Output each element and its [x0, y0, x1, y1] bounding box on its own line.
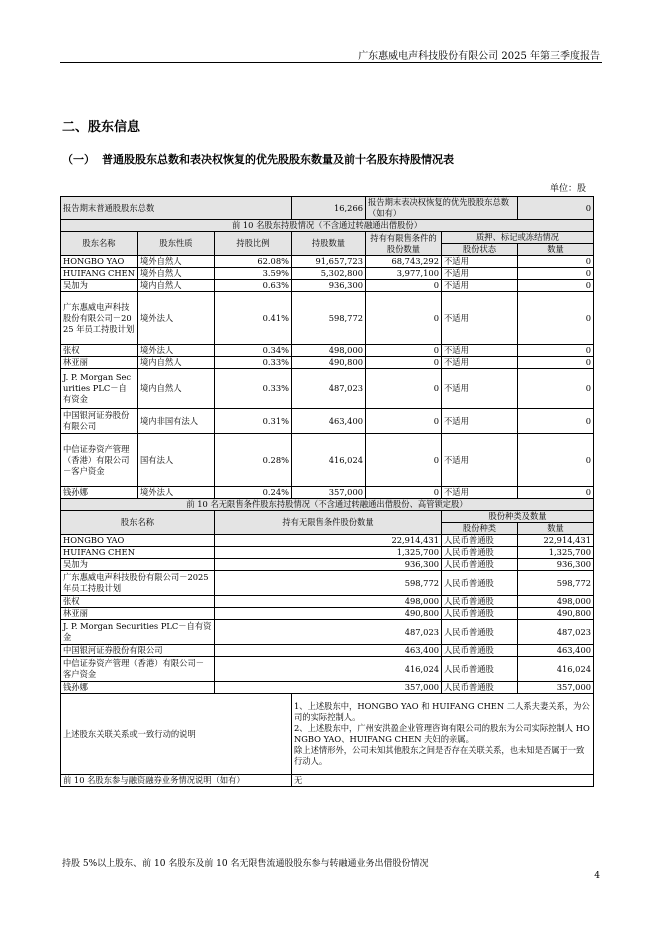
unrestricted-shareholder-name: 林亚丽: [61, 608, 215, 620]
shareholder-name: 张权: [61, 345, 138, 357]
holding-ratio: 62.08%: [215, 256, 292, 268]
unrestricted-col-header-name: 股东名称: [61, 511, 215, 535]
relations-notes: [292, 694, 594, 775]
shareholder-name: HUIFANG CHEN: [61, 268, 138, 280]
margin-value: 无: [292, 775, 594, 787]
share-type-quantity: 22,914,431: [518, 535, 594, 547]
holding-quantity: 487,023: [292, 369, 366, 409]
holding-ratio: 0.28%: [215, 434, 292, 487]
holding-ratio: 0.63%: [215, 280, 292, 292]
share-type-quantity: 487,023: [518, 620, 594, 645]
pledge-quantity: 0: [518, 292, 594, 345]
table-row: [61, 657, 594, 682]
total-shareholders-label: 报告期末普通股股东总数: [61, 197, 292, 220]
table-row: [61, 547, 594, 559]
share-type-quantity: 490,800: [518, 608, 594, 620]
page-number: 4: [594, 871, 600, 881]
share-type-quantity: 598,772: [518, 571, 594, 596]
unrestricted-quantity: 463,400: [215, 645, 442, 657]
restricted-quantity: 0: [366, 280, 442, 292]
shareholder-name: 吴加为: [61, 280, 138, 292]
footer-note: 持股 5%以上股东、前 10 名股东及前 10 名无限售流通股股东参与转融通业务出借股份情况: [62, 859, 429, 869]
unrestricted-shareholder-name: 中信证券资产管理（香港）有限公司－客户资金: [61, 657, 215, 682]
margin-row: [61, 775, 594, 787]
top10-title: 前 10 名股东持股情况（不含通过转融通出借股份）: [61, 220, 594, 232]
holding-ratio: 0.33%: [215, 357, 292, 369]
shareholder-name: 林亚丽: [61, 357, 138, 369]
unrestricted-header-row: [61, 511, 594, 523]
table-row: [61, 535, 594, 547]
restricted-quantity: 3,977,100: [366, 268, 442, 280]
pledge-status: 不适用: [442, 292, 518, 345]
pledge-status: 不适用: [442, 268, 518, 280]
unrestricted-quantity: 1,325,700: [215, 547, 442, 559]
table-row: [61, 559, 594, 571]
unrestricted-quantity: 490,800: [215, 608, 442, 620]
share-type: 人民币普通股: [442, 571, 518, 596]
shareholder-nature: 境内非国有法人: [138, 409, 215, 434]
restricted-quantity: 0: [366, 292, 442, 345]
shareholder-nature: 境内自然人: [138, 357, 215, 369]
share-type: 人民币普通股: [442, 620, 518, 645]
share-type-quantity: 1,325,700: [518, 547, 594, 559]
restricted-quantity: 68,743,292: [366, 256, 442, 268]
col-header-ratio: 持股比例: [215, 232, 292, 256]
top10-header-row: [61, 232, 594, 244]
unrestricted-shareholder-name: 张权: [61, 596, 215, 608]
share-type-quantity: 357,000: [518, 682, 594, 694]
holding-quantity: 598,772: [292, 292, 366, 345]
pledge-quantity: 0: [518, 487, 594, 499]
unrestricted-quantity: 598,772: [215, 571, 442, 596]
relations-note-3: 除上述情形外，公司未知其他股东之间是否存在关联关系，也未知是否属于一致行动人。: [294, 745, 585, 766]
shareholder-name: HONGBO YAO: [61, 256, 138, 268]
shareholder-table-body: [61, 197, 594, 787]
relations-note-1: 1、上述股东中，HONGBO YAO 和 HUIFANG CHEN 二人系夫妻关系，为公司的实际控制人。: [294, 701, 590, 722]
share-type: 人民币普通股: [442, 645, 518, 657]
unrestricted-shareholder-name: 吴加为: [61, 559, 215, 571]
share-type: 人民币普通股: [442, 547, 518, 559]
holding-ratio: 0.41%: [215, 292, 292, 345]
table-row: [61, 256, 594, 268]
shareholder-nature: 国有法人: [138, 434, 215, 487]
total-shareholders-value: 16,266: [292, 197, 366, 220]
table-row: [61, 280, 594, 292]
header-rule: [60, 62, 602, 63]
col-header-name: 股东名称: [61, 232, 138, 256]
table-row: [61, 434, 594, 487]
summary-row: [61, 197, 594, 220]
unrestricted-quantity: 936,300: [215, 559, 442, 571]
restricted-quantity: 0: [366, 369, 442, 409]
unrestricted-shareholder-name: HUIFANG CHEN: [61, 547, 215, 559]
unrestricted-shareholder-name: J. P. Morgan Securities PLC－自有资金: [61, 620, 215, 645]
holding-quantity: 463,400: [292, 409, 366, 434]
holding-quantity: 416,024: [292, 434, 366, 487]
shareholder-name: 中国银河证券股份有限公司: [61, 409, 138, 434]
unrestricted-title-row: [61, 499, 594, 511]
share-type-quantity: 498,000: [518, 596, 594, 608]
table-row: [61, 345, 594, 357]
shareholder-nature: 境内自然人: [138, 280, 215, 292]
shareholder-table: [60, 196, 594, 787]
table-row: [61, 596, 594, 608]
shareholder-name: 钱孙娜: [61, 487, 138, 499]
unrestricted-quantity: 357,000: [215, 682, 442, 694]
table-row: [61, 571, 594, 596]
restricted-quantity: 0: [366, 409, 442, 434]
table-row: [61, 682, 594, 694]
unit-label: 单位：股: [549, 184, 586, 194]
preferred-shareholders-label: 报告期末表决权恢复的优先股股东总数（如有）: [366, 197, 518, 220]
pledge-status: 不适用: [442, 357, 518, 369]
unrestricted-col-header-quantity: 持有无限售条件股份数量: [215, 511, 442, 535]
share-type: 人民币普通股: [442, 657, 518, 682]
relations-label: 上述股东关联关系或一致行动的说明: [61, 694, 292, 775]
share-type: 人民币普通股: [442, 559, 518, 571]
unrestricted-quantity: 498,000: [215, 596, 442, 608]
shareholder-nature: 境外法人: [138, 292, 215, 345]
holding-ratio: 0.34%: [215, 345, 292, 357]
pledge-quantity: 0: [518, 345, 594, 357]
relations-note-2: 2、上述股东中，广州安洪盈企业管理咨询有限公司的股东为公司实际控制人 HONGBO YAO、HUIFANG CHEN 夫妇的亲属。: [294, 723, 590, 744]
unrestricted-col-header-type: 股份种类: [442, 523, 518, 535]
shareholder-nature: 境内自然人: [138, 369, 215, 409]
holding-quantity: 91,657,723: [292, 256, 366, 268]
holding-quantity: 490,800: [292, 357, 366, 369]
table-row: [61, 645, 594, 657]
share-type: 人民币普通股: [442, 682, 518, 694]
unrestricted-quantity: 487,023: [215, 620, 442, 645]
unrestricted-shareholder-name: 钱孙娜: [61, 682, 215, 694]
shareholder-nature: 境外法人: [138, 487, 215, 499]
pledge-quantity: 0: [518, 280, 594, 292]
restricted-quantity: 0: [366, 357, 442, 369]
unrestricted-shareholder-name: HONGBO YAO: [61, 535, 215, 547]
holding-quantity: 5,302,800: [292, 268, 366, 280]
pledge-status: 不适用: [442, 345, 518, 357]
shareholder-name: 广东惠威电声科技股份有限公司－2025 年员工持股计划: [61, 292, 138, 345]
subsection-title: [62, 151, 454, 167]
share-type-quantity: 936,300: [518, 559, 594, 571]
unrestricted-col-header-type-quantity: 数量: [518, 523, 594, 535]
table-row: [61, 292, 594, 345]
restricted-quantity: 0: [366, 434, 442, 487]
relations-row: [61, 694, 594, 775]
restricted-quantity: 0: [366, 487, 442, 499]
pledge-quantity: 0: [518, 268, 594, 280]
unrestricted-quantity: 22,914,431: [215, 535, 442, 547]
holding-ratio: 0.31%: [215, 409, 292, 434]
shareholder-name: 中信证券资产管理（香港）有限公司－客户资金: [61, 434, 138, 487]
pledge-status: 不适用: [442, 256, 518, 268]
restricted-quantity: 0: [366, 345, 442, 357]
table-row: [61, 268, 594, 280]
share-type-quantity: 463,400: [518, 645, 594, 657]
share-type: 人民币普通股: [442, 535, 518, 547]
pledge-quantity: 0: [518, 369, 594, 409]
table-row: [61, 487, 594, 499]
table-row: [61, 357, 594, 369]
holding-ratio: 0.33%: [215, 369, 292, 409]
table-row: [61, 608, 594, 620]
margin-label: 前 10 名股东参与融资融券业务情况说明（如有）: [61, 775, 292, 787]
table-row: [61, 369, 594, 409]
col-header-nature: 股东性质: [138, 232, 215, 256]
page-header: 广东惠威电声科技股份有限公司 2025 年第三季度报告: [358, 51, 600, 62]
holding-quantity: 357,000: [292, 487, 366, 499]
share-type: 人民币普通股: [442, 596, 518, 608]
col-header-pledge-status: 股份状态: [442, 244, 518, 256]
pledge-status: 不适用: [442, 487, 518, 499]
shareholder-nature: 境外法人: [138, 345, 215, 357]
unrestricted-shareholder-name: 广东惠威电声科技股份有限公司－2025 年员工持股计划: [61, 571, 215, 596]
top10-title-row: [61, 220, 594, 232]
unrestricted-col-header-type-group: 股份种类及数量: [442, 511, 594, 523]
col-header-quantity: 持股数量: [292, 232, 366, 256]
holding-ratio: 0.24%: [215, 487, 292, 499]
col-header-restricted: 持有有限售条件的股份数量: [366, 232, 442, 256]
pledge-quantity: 0: [518, 409, 594, 434]
holding-quantity: 498,000: [292, 345, 366, 357]
holding-quantity: 936,300: [292, 280, 366, 292]
pledge-quantity: 0: [518, 357, 594, 369]
unrestricted-quantity: 416,024: [215, 657, 442, 682]
shareholder-name: J. P. Morgan Securities PLC－自有资金: [61, 369, 138, 409]
holding-ratio: 3.59%: [215, 268, 292, 280]
pledge-quantity: 0: [518, 256, 594, 268]
unrestricted-shareholder-name: 中国银河证券股份有限公司: [61, 645, 215, 657]
pledge-status: 不适用: [442, 434, 518, 487]
pledge-quantity: 0: [518, 434, 594, 487]
table-row: [61, 620, 594, 645]
share-type: 人民币普通股: [442, 608, 518, 620]
col-header-pledge-quantity: 数量: [518, 244, 594, 256]
pledge-status: 不适用: [442, 369, 518, 409]
shareholder-nature: 境外自然人: [138, 256, 215, 268]
section-title: 二、股东信息: [62, 120, 141, 135]
pledge-status: 不适用: [442, 409, 518, 434]
subsection-number: （一）: [62, 153, 95, 166]
pledge-status: 不适用: [442, 280, 518, 292]
share-type-quantity: 416,024: [518, 657, 594, 682]
table-row: [61, 409, 594, 434]
preferred-shareholders-value: 0: [518, 197, 594, 220]
unrestricted-title: 前 10 名无限售条件股东持股情况（不含通过转融通出借股份、高管锁定股）: [61, 499, 594, 511]
subsection-text: 普通股股东总数和表决权恢复的优先股股东数量及前十名股东持股情况表: [102, 153, 454, 166]
shareholder-nature: 境外自然人: [138, 268, 215, 280]
col-header-pledge-group: 质押、标记或冻结情况: [442, 232, 594, 244]
